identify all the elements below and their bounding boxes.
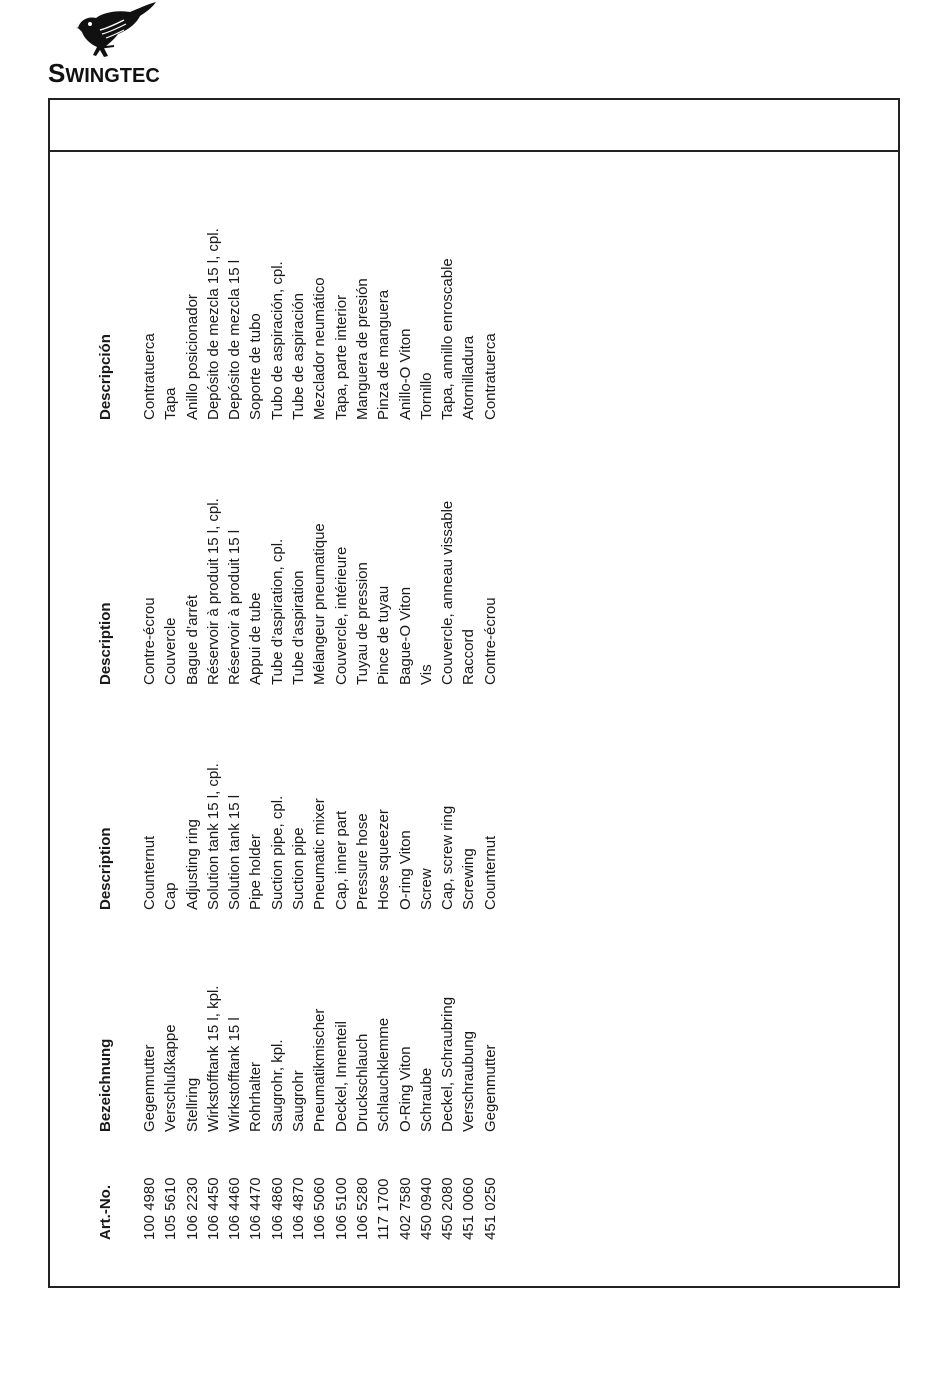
table-cell: Gegenmutter	[141, 1044, 158, 1132]
table-cell: 402 7580	[396, 1177, 414, 1240]
header-descripcion-es: Descripción	[97, 334, 114, 420]
table-cell: Couvercle, anneau vissable	[439, 500, 457, 685]
table-cell: Réservoir à produit 15 l, cpl.	[204, 498, 222, 685]
table-cell: Mélangeur pneumatique	[311, 523, 329, 685]
table-cell: Saugrohr, kpl.	[268, 1039, 286, 1132]
table-cell: Cap	[162, 882, 180, 910]
table-cell: Tube d’aspiration, cpl.	[268, 538, 286, 685]
table-cell: Appui de tube	[247, 592, 265, 685]
swingtec-logo	[44, 0, 164, 90]
table-cell: 117 1700	[375, 1178, 393, 1240]
brand-name: SWINGTEC	[48, 58, 160, 88]
table-cell: Hose squeezer	[375, 809, 393, 910]
bird-icon	[74, 0, 160, 60]
column-description-en	[96, 763, 501, 910]
table-cell: Verschraubung	[460, 1031, 478, 1132]
table-cell: 106 5280	[353, 1177, 371, 1240]
table-cell: Depósito de mezcla 15 l, cpl.	[204, 228, 222, 420]
table-cell: Counternut	[481, 835, 499, 910]
column-description-fr	[96, 498, 501, 685]
table-cell: Tube de aspiración	[290, 292, 308, 420]
table-cell: 106 4870	[290, 1177, 308, 1240]
table-cell: 100 4980	[141, 1177, 158, 1240]
table-cell: Schraube	[417, 1067, 435, 1132]
table-cell: 450 2080	[439, 1177, 457, 1240]
table-cell: Mezclador neumático	[311, 277, 329, 420]
table-cell: Contre-écrou	[481, 597, 499, 685]
table-cell: Depósito de mezcla 15 l	[226, 259, 244, 420]
table-cell: Pipe holder	[247, 834, 265, 910]
table-cell: Pneumatikmischer	[311, 1008, 329, 1132]
table-cell: Couvercle	[162, 617, 180, 685]
table-cell: Pinza de manguera	[375, 289, 393, 420]
table-cell: 451 0060	[460, 1177, 478, 1240]
header-bezeichnung: Bezeichnung	[97, 1038, 114, 1132]
table-cell: Manguera de presión	[353, 278, 371, 420]
table-cell: Counternut	[141, 835, 158, 910]
table-cell: Wirkstofftank 15 l	[226, 1017, 244, 1132]
table-cell: 451 0250	[481, 1177, 499, 1240]
table-cell: Tapa	[162, 387, 180, 420]
table-cell: Soporte de tubo	[247, 313, 265, 420]
table-cell: Rohrhalter	[247, 1061, 265, 1132]
table-cell: Stellring	[183, 1077, 201, 1132]
table-cell: Pince de tuyau	[375, 585, 393, 685]
table-cell: Solution tank 15 l, cpl.	[204, 763, 222, 910]
table-cell: Tuyau de pression	[353, 562, 371, 685]
table-cell: Tapa, parte interior	[332, 294, 350, 420]
column-descripcion-es	[96, 228, 501, 420]
table-cell: Tapa, annillo enroscable	[439, 258, 457, 420]
table-cell: Bague-O Viton	[396, 586, 414, 685]
table-cell: Adjusting ring	[183, 819, 201, 910]
table-cell: Deckel, Innenteil	[332, 1021, 350, 1132]
table-cell: Wirkstofftank 15 l, kpl.	[204, 985, 222, 1132]
table-cell: Screwing	[460, 848, 478, 910]
table-cell: Cap, inner part	[332, 810, 350, 910]
table-cell: Cap, screw ring	[439, 805, 457, 910]
table-cell: 106 4860	[268, 1177, 286, 1240]
table-cell: Tornillo	[417, 372, 435, 420]
table-cell: Druckschlauch	[353, 1033, 371, 1132]
table-cell: 106 4450	[204, 1177, 222, 1240]
table-cell: Raccord	[460, 629, 478, 685]
table-cell: Anillo-O Viton	[396, 328, 414, 420]
column-art-no	[96, 1177, 501, 1240]
table-cell: Bague d’arrêt	[183, 594, 201, 685]
table-cell: Screw	[417, 868, 435, 910]
table-cell: 106 4460	[226, 1177, 244, 1240]
header-divider	[50, 150, 898, 152]
table-cell: Solution tank 15 l	[226, 794, 244, 910]
table-cell: Pneumatic mixer	[311, 798, 329, 910]
table-cell: Tube d’aspiration	[290, 570, 308, 685]
table-cell: 106 5060	[311, 1177, 329, 1240]
table-cell: 105 5610	[162, 1177, 180, 1240]
table-cell: 450 0940	[417, 1177, 435, 1240]
header-description-en: Description	[97, 827, 114, 910]
table-cell: O-Ring Viton	[396, 1046, 414, 1132]
table-cell: Couvercle, intérieure	[332, 546, 350, 685]
table-cell: Saugrohr	[290, 1070, 308, 1132]
table-cell: Pressure hose	[353, 813, 371, 910]
table-cell: 106 5100	[332, 1177, 350, 1240]
header-description-fr: Description	[97, 602, 114, 685]
table-cell: Deckel, Schraubring	[439, 996, 457, 1132]
table-cell: Verschlußkappe	[162, 1024, 180, 1132]
column-bezeichnung	[96, 986, 501, 1132]
table-cell: 106 2230	[183, 1177, 201, 1240]
table-cell: 106 4470	[247, 1177, 265, 1240]
table-cell: Schlauchklemme	[375, 1017, 393, 1132]
table-cell: Tubo de aspiración, cpl.	[268, 261, 286, 420]
table-cell: Contre-écrou	[141, 597, 158, 685]
table-cell: Contratuerca	[141, 333, 158, 420]
table-cell: Contratuerca	[481, 333, 499, 420]
table-cell: Gegenmutter	[481, 1044, 499, 1132]
table-cell: Suction pipe	[290, 827, 308, 910]
table-cell: Suction pipe, cpl.	[268, 795, 286, 910]
table-cell: Atornilladura	[460, 335, 478, 420]
header-art-no: Art.-No.	[97, 1185, 114, 1240]
table-cell: O-ring Viton	[396, 830, 414, 910]
table-cell: Réservoir à produit 15 l	[226, 529, 244, 685]
parts-table	[96, 200, 516, 1240]
table-cell: Vis	[417, 664, 435, 685]
table-cell: Anillo posicionador	[183, 294, 201, 420]
